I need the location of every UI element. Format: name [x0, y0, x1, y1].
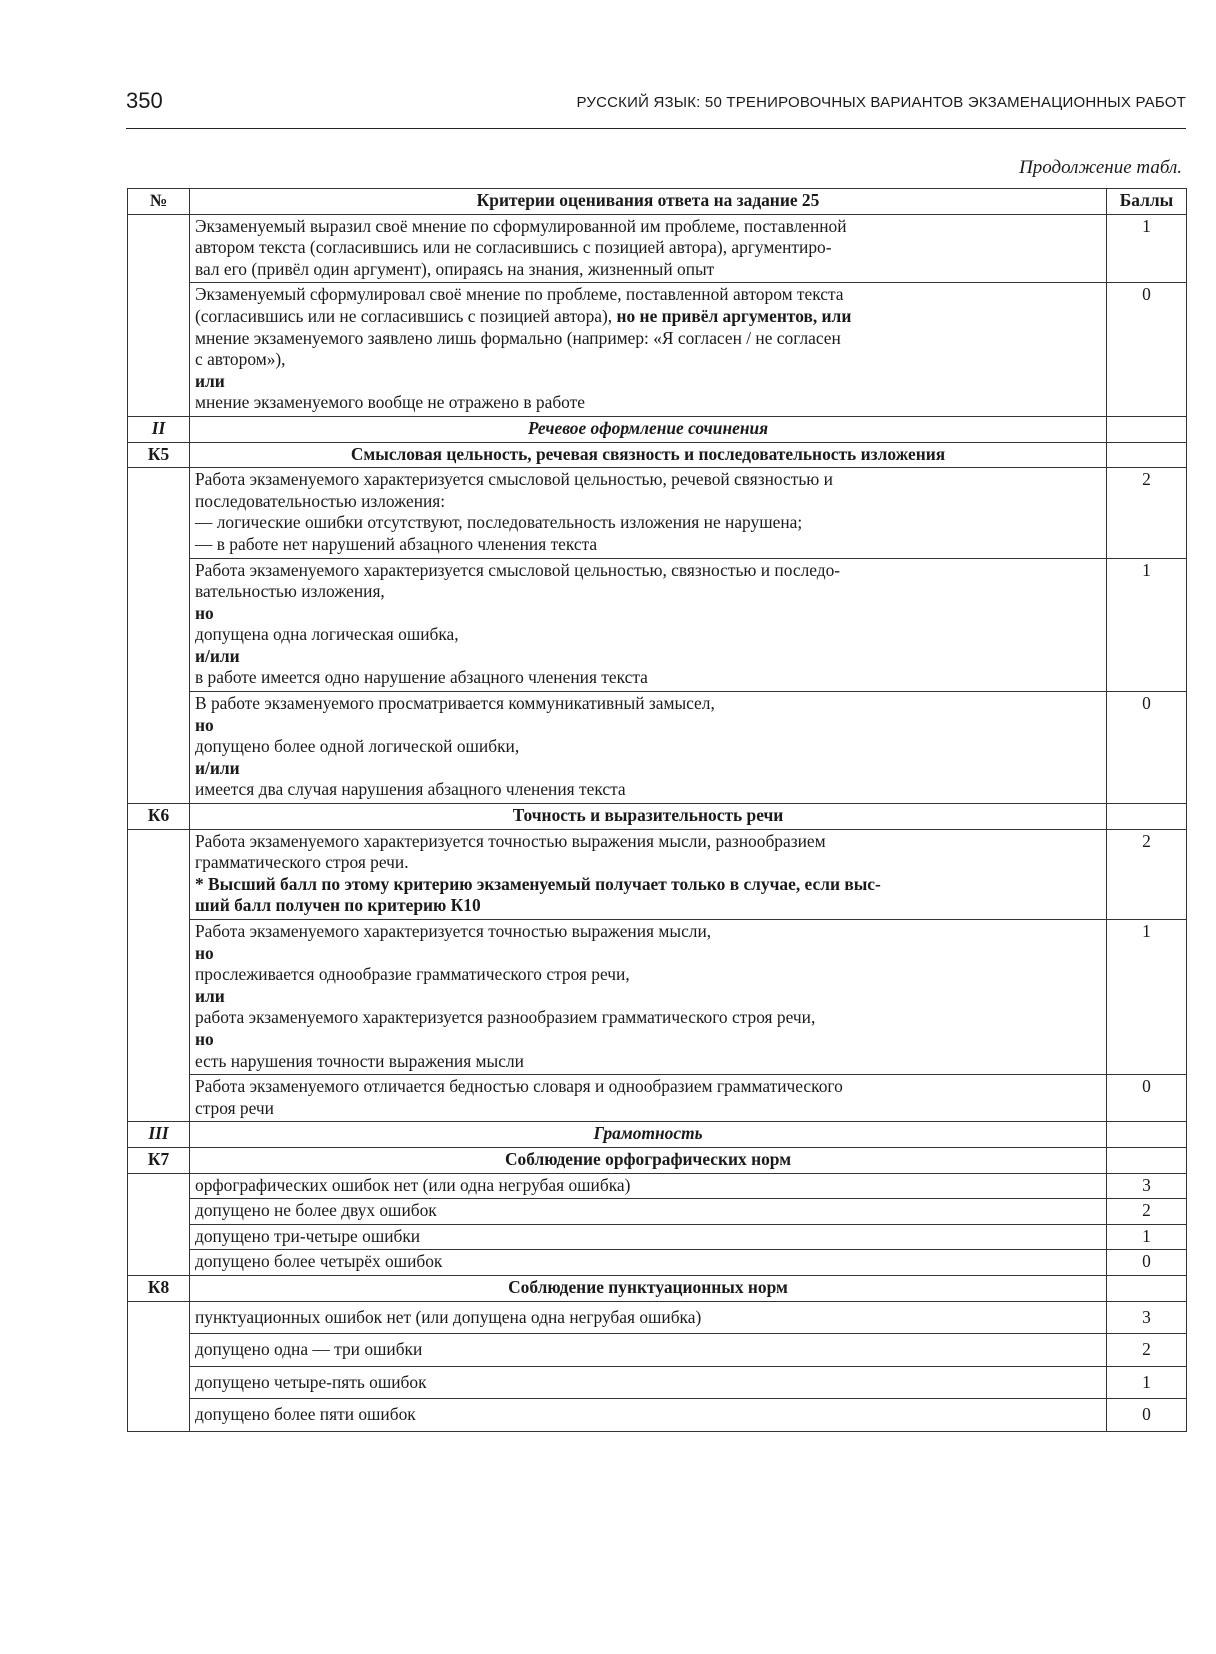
table-row — [128, 558, 1187, 692]
section-row — [128, 1122, 1187, 1148]
criterion-number: К8 — [128, 1275, 190, 1301]
section-number: III — [128, 1122, 190, 1148]
score-cell: 0 — [1107, 283, 1187, 417]
criterion-text: пунктуационных ошибок нет (или допущена одна негрубая ошибка) — [190, 1301, 1107, 1334]
table-row — [128, 920, 1187, 1075]
score-cell: 1 — [1107, 214, 1187, 283]
table-row — [128, 1224, 1187, 1250]
section-title: Грамотность — [190, 1122, 1107, 1148]
table-row — [128, 1199, 1187, 1225]
score-cell: 2 — [1107, 829, 1187, 919]
criteria-table — [127, 188, 1187, 1432]
continuation-note: Продолжение табл. — [1019, 157, 1182, 178]
table-header-row — [128, 189, 1187, 215]
table-row — [128, 692, 1187, 804]
criterion-header-row — [128, 442, 1187, 468]
column-criteria-header: Критерии оценивания ответа на задание 25 — [190, 189, 1107, 215]
criterion-text: орфографических ошибок нет (или одна негрубая ошибка) — [190, 1173, 1107, 1199]
criterion-title: Соблюдение орфографических норм — [190, 1147, 1107, 1173]
criterion-number: К7 — [128, 1147, 190, 1173]
column-number-header: № — [128, 189, 190, 215]
criterion-text: допущено более четырёх ошибок — [190, 1250, 1107, 1276]
table-row — [128, 1075, 1187, 1122]
criterion-text: допущено более пяти ошибок — [190, 1399, 1107, 1432]
criterion-text: допущено одна — три ошибки — [190, 1334, 1107, 1367]
score-cell: 0 — [1107, 1250, 1187, 1276]
criterion-header-row — [128, 804, 1187, 830]
score-cell: 1 — [1107, 558, 1187, 692]
criterion-number: К5 — [128, 442, 190, 468]
score-cell: 0 — [1107, 1075, 1187, 1122]
table-row — [128, 1250, 1187, 1276]
score-cell: 1 — [1107, 1366, 1187, 1399]
criterion-text: Работа экзаменуемого характеризуется смысловой цельностью, речевой связностью и последовательностью изложения: — логические ошибки отсутствуют, последовательность изложения не нарушена; — в работе нет нарушений абзацного членения текста — [190, 468, 1107, 558]
section-row — [128, 416, 1187, 442]
score-cell: 3 — [1107, 1301, 1187, 1334]
criterion-text: Экзаменуемый сформулировал своё мнение по проблеме, поставленной автором текста (согласившись или не согласившись с позицией автора), но не привёл аргументов, или мнение экзаменуемого заявлено лишь формально (например: «Я согласен / не согласен с автором»), или мнение экзаменуемого вообще не отражено в работе — [190, 283, 1107, 417]
criterion-text: Работа экзаменуемого характеризуется точностью выражения мысли, но прослеживается однообразие грамматического строя речи, или работа экзаменуемого характеризуется разнообразием грамматического строя речи, но есть нарушения точности выражения мысли — [190, 920, 1107, 1075]
page-header — [126, 88, 1186, 129]
criterion-text: Работа экзаменуемого характеризуется точностью выражения мысли, разнообразием грамматического строя речи. * Высший балл по этому критерию экзаменуемый получает только в случае, если выс- ший балл получен по критерию К10 — [190, 829, 1107, 919]
section-title: Речевое оформление сочинения — [190, 416, 1107, 442]
score-cell: 3 — [1107, 1173, 1187, 1199]
table-row — [128, 1366, 1187, 1399]
page-number: 350 — [126, 88, 163, 113]
criterion-title: Соблюдение пунктуационных норм — [190, 1275, 1107, 1301]
table-row — [128, 1173, 1187, 1199]
section-number: II — [128, 416, 190, 442]
score-cell: 2 — [1107, 1334, 1187, 1367]
score-cell: 0 — [1107, 692, 1187, 804]
score-cell: 2 — [1107, 1199, 1187, 1225]
criterion-title: Смысловая цельность, речевая связность и последовательность изложения — [190, 442, 1107, 468]
criterion-text: допущено не более двух ошибок — [190, 1199, 1107, 1225]
table-row — [128, 1334, 1187, 1367]
criterion-title: Точность и выразительность речи — [190, 804, 1107, 830]
criterion-number: К6 — [128, 804, 190, 830]
column-score-header: Баллы — [1107, 189, 1187, 215]
score-cell: 0 — [1107, 1399, 1187, 1432]
score-cell: 2 — [1107, 468, 1187, 558]
table-row — [128, 214, 1187, 283]
table-row — [128, 468, 1187, 558]
number-cell — [128, 214, 190, 416]
score-cell: 1 — [1107, 1224, 1187, 1250]
running-title: РУССКИЙ ЯЗЫК: 50 ТРЕНИРОВОЧНЫХ ВАРИАНТОВ ЭКЗАМЕНАЦИОННЫХ РАБОТ — [576, 94, 1186, 111]
score-cell: 1 — [1107, 920, 1187, 1075]
criterion-text: Работа экзаменуемого отличается бедностью словаря и однообразием грамматического строя речи — [190, 1075, 1107, 1122]
criterion-text: В работе экзаменуемого просматривается коммуникативный замысел, но допущено более одной логической ошибки, и/или имеется два случая нарушения абзацного членения текста — [190, 692, 1107, 804]
criterion-header-row — [128, 1147, 1187, 1173]
criterion-text: Экзаменуемый выразил своё мнение по сформулированной им проблеме, поставленной автором текста (согласившись или не согласившись с позицией автора), аргументиро- вал его (привёл один аргумент), опираясь на знания, жизненный опыт — [190, 214, 1107, 283]
criterion-text: допущено четыре-пять ошибок — [190, 1366, 1107, 1399]
table-row — [128, 829, 1187, 919]
criterion-text: Работа экзаменуемого характеризуется смысловой цельностью, связностью и последо- вательностью изложения, но допущена одна логическая ошибка, и/или в работе имеется одно нарушение абзацного членения текста — [190, 558, 1107, 692]
criterion-text: допущено три-четыре ошибки — [190, 1224, 1107, 1250]
table-row — [128, 283, 1187, 417]
table-row — [128, 1399, 1187, 1432]
table-row — [128, 1301, 1187, 1334]
criterion-header-row — [128, 1275, 1187, 1301]
